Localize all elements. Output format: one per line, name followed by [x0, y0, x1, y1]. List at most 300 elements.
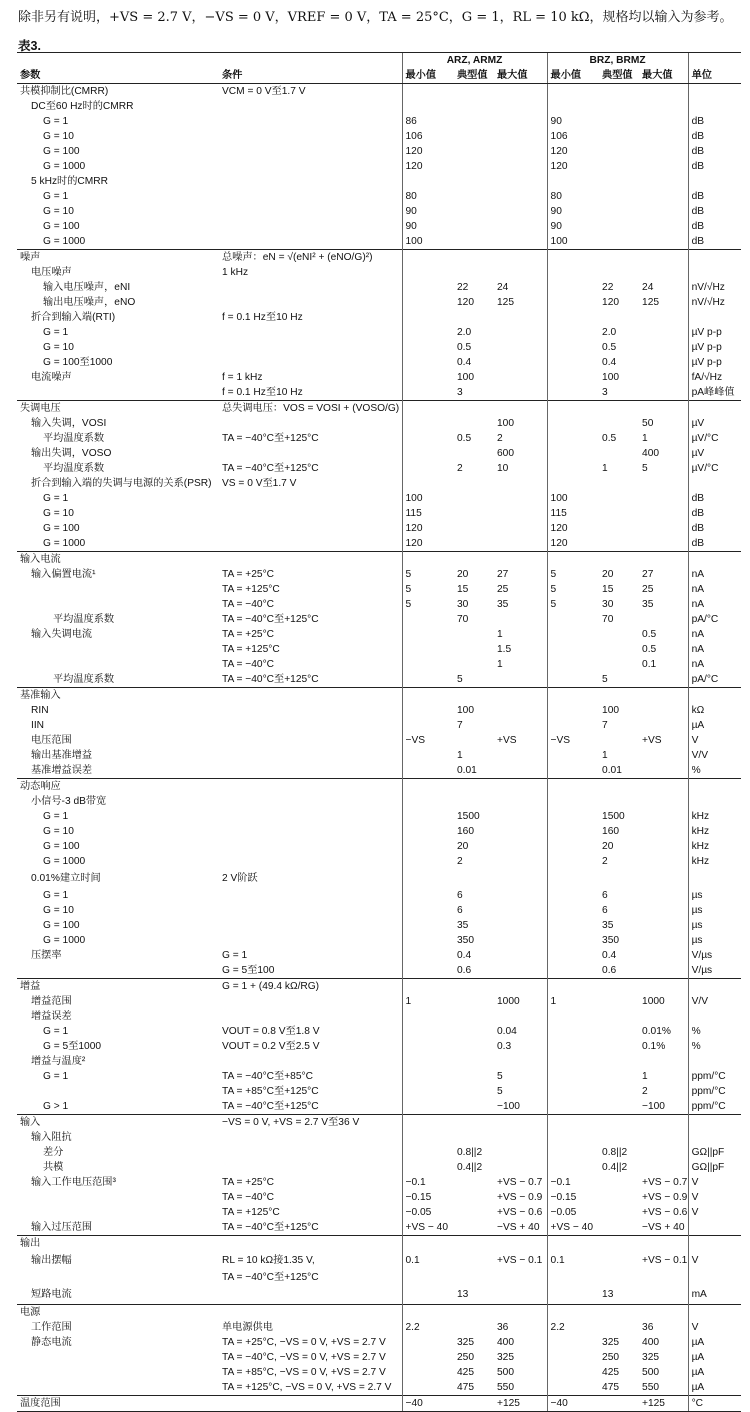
condition-cell: TA = +125°C, −VS = 0 V, +VS = 2.7 V: [222, 1382, 392, 1393]
value-max-b: [639, 918, 688, 933]
value-typ-b: [599, 688, 639, 704]
condition-cell: [219, 416, 402, 431]
value-max-b: [639, 979, 688, 995]
value-max-b: [639, 748, 688, 763]
param-cell: G = 100至1000: [43, 357, 113, 368]
value-unit: µA: [688, 718, 741, 733]
value-max-a: [494, 552, 547, 568]
value-typ-a: 325: [457, 1337, 474, 1348]
value-unit: [688, 401, 741, 417]
value-typ-b: [599, 84, 639, 100]
value-typ-a: 120: [457, 297, 474, 308]
value-max-b: 35: [642, 599, 654, 610]
value-max-b: [639, 99, 688, 114]
value-max-b: 0.5: [642, 644, 657, 655]
param-cell: G = 10: [43, 206, 74, 217]
condition-cell: [219, 918, 402, 933]
value-typ-a: [454, 1130, 494, 1145]
value-typ-a: [454, 1054, 494, 1069]
value-unit: kHz: [688, 824, 741, 839]
value-typ-b: [599, 1205, 639, 1220]
condition-cell: [219, 234, 402, 250]
value-typ-b: 35: [602, 920, 614, 931]
value-typ-a: 5: [457, 674, 463, 685]
param-cell: 输出电压噪声，eNO: [43, 297, 136, 308]
table-row: [17, 84, 741, 100]
value-max-b: [639, 839, 688, 854]
value-min-b: 80: [547, 189, 599, 204]
condition-cell: 单电源供电: [222, 1322, 273, 1333]
value-max-b: [639, 903, 688, 918]
value-typ-a: [454, 265, 494, 280]
condition-cell: [219, 1305, 402, 1321]
value-typ-b: [599, 1054, 639, 1069]
value-max-b: 125: [642, 297, 660, 308]
value-typ-b: 7: [602, 720, 608, 731]
value-min-a: [402, 1069, 454, 1084]
value-unit: pA/°C: [688, 672, 741, 688]
value-unit: V: [688, 1175, 741, 1190]
table-row: [17, 431, 741, 446]
value-min-a: [402, 854, 454, 869]
condition-cell: [219, 888, 402, 903]
param-cell: 静态电流: [31, 1337, 72, 1348]
condition-cell: VOUT = 0.2 V至2.5 V: [222, 1041, 320, 1052]
value-typ-b: [599, 1190, 639, 1205]
condition-cell: [219, 521, 402, 536]
value-max-a: +VS − 0.1: [497, 1255, 543, 1266]
param-cell: [17, 385, 219, 401]
value-min-b: [547, 416, 599, 431]
value-min-b: [547, 461, 599, 476]
value-min-b: [547, 979, 599, 995]
value-min-a: [402, 280, 454, 295]
grade-group-b: BRZ, BRMZ: [547, 53, 688, 69]
value-typ-b: [599, 204, 639, 219]
condition-cell: [219, 779, 402, 795]
condition-cell: TA = −40°C至+125°C: [222, 1101, 319, 1112]
param-cell: G = 1: [43, 116, 69, 127]
value-max-a: [494, 159, 547, 174]
value-unit: [688, 794, 741, 809]
value-typ-b: 120: [602, 297, 620, 308]
param-cell: 输出摆幅: [31, 1255, 72, 1266]
table-row: [17, 114, 741, 129]
value-max-a: 36: [497, 1322, 509, 1333]
value-typ-b: [599, 1069, 639, 1084]
value-max-a: [494, 370, 547, 385]
value-typ-a: [454, 114, 494, 129]
value-min-a: [402, 918, 454, 933]
param-cell: 平均温度系数: [43, 463, 105, 474]
col-max-a: 最大值: [494, 68, 547, 84]
value-typ-b: [599, 1084, 639, 1099]
value-min-a: [402, 1380, 454, 1396]
value-typ-a: [454, 1009, 494, 1024]
param-cell: 0.01%建立时间: [31, 873, 101, 884]
value-typ-a: [454, 1205, 494, 1220]
value-min-a: [402, 809, 454, 824]
value-typ-a: [454, 627, 494, 642]
value-min-a: [402, 657, 454, 672]
value-min-a: 120: [402, 536, 454, 552]
param-cell: 增益与温度²: [31, 1056, 86, 1067]
value-min-a: [402, 824, 454, 839]
table-row: [17, 779, 741, 795]
value-min-a: 1: [402, 994, 454, 1009]
value-typ-b: [599, 129, 639, 144]
value-unit: dB: [688, 159, 741, 174]
value-typ-a: 475: [457, 1382, 474, 1393]
value-typ-a: 0.5: [457, 433, 472, 444]
param-cell: 输入电流: [17, 552, 219, 568]
value-min-a: [402, 385, 454, 401]
conditions-note: 除非另有说明，+VS = 2.7 V，−VS = 0 V，VREF = 0 V，TA = 25°C，G = 1，RL = 10 kΩ，规格均以输入为参考。: [18, 10, 733, 25]
value-typ-b: 0.4: [602, 950, 617, 961]
param-cell: IIN: [31, 720, 45, 731]
param-cell: 输入工作电压范围³: [31, 1177, 116, 1188]
value-max-b: +VS − 0.7: [642, 1177, 688, 1188]
value-min-a: [402, 476, 454, 491]
value-typ-b: [599, 642, 639, 657]
value-typ-b: 0.5: [602, 342, 617, 353]
value-max-b: [639, 325, 688, 340]
value-unit: V: [688, 1251, 741, 1270]
value-typ-a: 30: [457, 599, 469, 610]
value-max-a: [494, 84, 547, 100]
param-cell: 5 kHz时的CMRR: [31, 176, 108, 187]
value-max-b: [639, 779, 688, 795]
table-row: [17, 597, 741, 612]
value-min-a: −40: [402, 1396, 454, 1412]
value-max-b: 2: [642, 1086, 648, 1097]
param-cell: [17, 582, 219, 597]
value-max-a: [494, 1130, 547, 1145]
value-typ-a: [454, 1115, 494, 1131]
value-min-b: [547, 1024, 599, 1039]
value-unit: [688, 1130, 741, 1145]
value-min-b: [547, 888, 599, 903]
value-max-b: 50: [642, 418, 654, 429]
value-max-a: [494, 476, 547, 491]
value-max-a: 325: [497, 1352, 514, 1363]
value-max-b: [639, 340, 688, 355]
table-row: [17, 521, 741, 536]
value-typ-b: [599, 869, 639, 888]
value-min-b: −0.15: [547, 1190, 599, 1205]
value-min-b: 2.2: [547, 1320, 599, 1335]
value-min-b: [547, 627, 599, 642]
value-max-b: +VS − 0.9: [642, 1192, 688, 1203]
condition-cell: [219, 174, 402, 189]
value-max-a: 2: [497, 433, 503, 444]
param-cell: 输入阻抗: [31, 1132, 72, 1143]
value-min-b: [547, 401, 599, 417]
table-row: [17, 250, 741, 266]
table-row: [17, 189, 741, 204]
value-typ-a: [454, 1220, 494, 1236]
value-typ-a: 6: [457, 890, 463, 901]
value-typ-b: 3: [602, 387, 608, 398]
value-min-b: [547, 839, 599, 854]
value-min-b: [547, 280, 599, 295]
value-typ-b: [599, 552, 639, 568]
value-max-a: [494, 763, 547, 779]
condition-cell: [219, 114, 402, 129]
value-typ-a: 0.4: [457, 950, 472, 961]
value-max-a: [494, 903, 547, 918]
value-typ-b: [599, 1305, 639, 1321]
value-min-a: 0.1: [402, 1251, 454, 1270]
col-typ-a: 典型值: [454, 68, 494, 84]
param-cell: G = 1: [43, 327, 69, 338]
value-typ-b: [599, 506, 639, 521]
table-row: [17, 340, 741, 355]
value-max-a: [494, 1160, 547, 1175]
value-typ-b: [599, 265, 639, 280]
condition-cell: [219, 718, 402, 733]
value-min-a: [402, 461, 454, 476]
table-row: [17, 506, 741, 521]
value-typ-b: [599, 657, 639, 672]
value-min-a: [402, 794, 454, 809]
condition-cell: [219, 824, 402, 839]
value-min-a: −VS: [402, 733, 454, 748]
condition-cell: TA = −40°C: [222, 659, 275, 670]
param-cell: G = 1: [43, 1071, 69, 1082]
table-row: [17, 1236, 741, 1252]
value-unit: µA: [688, 1365, 741, 1380]
value-max-b: [639, 129, 688, 144]
value-unit: nA: [688, 567, 741, 582]
value-unit: nA: [688, 597, 741, 612]
value-min-b: [547, 824, 599, 839]
value-max-a: [494, 948, 547, 963]
value-typ-b: [599, 144, 639, 159]
value-unit: fA/√Hz: [688, 370, 741, 385]
condition-cell: [219, 809, 402, 824]
param-cell: [17, 1380, 219, 1396]
value-unit: [688, 99, 741, 114]
value-unit: %: [688, 763, 741, 779]
param-cell: G = 1: [43, 1026, 69, 1037]
value-max-a: 1000: [497, 996, 520, 1007]
value-typ-a: [454, 657, 494, 672]
value-min-b: [547, 918, 599, 933]
param-cell: 平均温度系数: [43, 433, 105, 444]
param-cell: 短路电流: [31, 1289, 72, 1300]
value-typ-a: [454, 189, 494, 204]
value-typ-b: [599, 1009, 639, 1024]
value-max-a: 5: [497, 1086, 503, 1097]
value-max-a: [494, 491, 547, 506]
col-max-b: 最大值: [639, 68, 688, 84]
value-typ-b: 0.4: [602, 357, 617, 368]
condition-cell: VOUT = 0.8 V至1.8 V: [222, 1026, 320, 1037]
condition-cell: 总噪声：eN = √(eNI² + (eNO/G)²): [219, 250, 402, 266]
value-typ-b: 160: [602, 826, 620, 837]
condition-cell: TA = −40°C至+125°C: [222, 674, 319, 685]
param-cell: [17, 963, 219, 979]
value-unit: [688, 1009, 741, 1024]
col-typ-b: 典型值: [599, 68, 639, 84]
table-row: [17, 446, 741, 461]
value-min-a: 120: [402, 144, 454, 159]
param-cell: 输出: [17, 1236, 219, 1252]
table-row: [17, 1285, 741, 1305]
value-unit: V/µs: [688, 948, 741, 963]
value-min-b: [547, 385, 599, 401]
value-unit: dB: [688, 189, 741, 204]
value-max-a: −100: [497, 1101, 520, 1112]
table-row: [17, 174, 741, 189]
condition-cell: [219, 536, 402, 552]
spec-table-body: [17, 84, 741, 1412]
table-row: [17, 1350, 741, 1365]
table-row: [17, 1205, 741, 1220]
table-row: [17, 491, 741, 506]
value-typ-a: [454, 1024, 494, 1039]
condition-cell: f = 0.1 Hz至10 Hz: [222, 312, 303, 323]
value-typ-b: [599, 1099, 639, 1115]
value-min-b: [547, 763, 599, 779]
value-unit: [688, 1054, 741, 1069]
value-typ-b: [599, 491, 639, 506]
param-cell: G = 1: [43, 890, 69, 901]
value-max-b: 325: [642, 1352, 660, 1363]
value-typ-a: [454, 234, 494, 250]
value-max-a: 500: [497, 1367, 514, 1378]
value-unit: GΩ||pF: [688, 1145, 741, 1160]
value-min-a: [402, 1099, 454, 1115]
value-max-a: 27: [497, 569, 509, 580]
value-max-a: [494, 1054, 547, 1069]
value-min-b: [547, 657, 599, 672]
value-typ-b: [599, 1270, 639, 1285]
value-typ-a: 20: [457, 569, 469, 580]
value-min-a: [402, 99, 454, 114]
value-typ-b: [599, 1115, 639, 1131]
value-max-a: 24: [497, 282, 509, 293]
param-cell: 噪声: [17, 250, 219, 266]
table-row: [17, 1320, 741, 1335]
value-typ-b: 6: [602, 905, 608, 916]
value-typ-b: [599, 174, 639, 189]
table-row: [17, 325, 741, 340]
value-typ-b: [599, 1175, 639, 1190]
value-max-a: [494, 385, 547, 401]
param-cell: G > 1: [43, 1101, 69, 1112]
value-unit: nV/√Hz: [688, 280, 741, 295]
value-unit: µA: [688, 1350, 741, 1365]
param-cell: [17, 1205, 219, 1220]
param-cell: 差分: [43, 1147, 64, 1158]
value-max-a: [494, 979, 547, 995]
value-unit: µV: [688, 416, 741, 431]
table-row: [17, 582, 741, 597]
value-typ-b: 350: [602, 935, 620, 946]
value-min-a: [402, 869, 454, 888]
value-min-b: [547, 933, 599, 948]
table-row: [17, 1009, 741, 1024]
value-min-a: [402, 948, 454, 963]
value-typ-a: 350: [457, 935, 474, 946]
param-cell: 折合到输入端(RTI): [31, 312, 116, 323]
value-unit: [688, 1236, 741, 1252]
table-row: [17, 144, 741, 159]
value-min-a: [402, 1009, 454, 1024]
value-max-b: [639, 718, 688, 733]
value-typ-b: 100: [602, 372, 620, 383]
value-unit: µA: [688, 1380, 741, 1396]
condition-cell: [219, 325, 402, 340]
value-max-a: [494, 809, 547, 824]
value-typ-b: [599, 114, 639, 129]
value-max-a: 1: [497, 659, 503, 670]
param-cell: G = 100: [43, 523, 80, 534]
value-typ-b: [599, 779, 639, 795]
table-row: [17, 824, 741, 839]
value-max-b: 24: [642, 282, 654, 293]
value-max-a: [494, 918, 547, 933]
param-cell: 共模: [43, 1162, 64, 1173]
param-cell: G = 1000: [43, 935, 86, 946]
value-typ-a: [454, 144, 494, 159]
value-min-b: [547, 948, 599, 963]
value-unit: dB: [688, 129, 741, 144]
condition-cell: TA = −40°C: [222, 599, 275, 610]
condition-cell: [219, 219, 402, 234]
value-typ-a: [454, 1396, 494, 1412]
value-max-b: +125: [639, 1396, 688, 1412]
table-row: [17, 567, 741, 582]
condition-cell: [219, 688, 402, 704]
value-max-a: [494, 1305, 547, 1321]
value-typ-b: [599, 627, 639, 642]
value-min-b: [547, 1350, 599, 1365]
table-row: [17, 461, 741, 476]
value-min-b: [547, 265, 599, 280]
condition-cell: [219, 794, 402, 809]
table-row: [17, 627, 741, 642]
param-cell: 折合到输入端的失调与电源的关系(PSR): [31, 478, 212, 489]
value-min-a: [402, 1350, 454, 1365]
value-min-b: 120: [547, 521, 599, 536]
value-unit: µV p-p: [688, 340, 741, 355]
value-typ-a: 0.6: [457, 965, 472, 976]
value-min-a: [402, 1145, 454, 1160]
condition-cell: [219, 159, 402, 174]
value-unit: dB: [688, 219, 741, 234]
value-min-a: [402, 295, 454, 310]
value-typ-a: 3: [457, 387, 463, 398]
value-typ-b: [599, 189, 639, 204]
table-row: [17, 1054, 741, 1069]
value-max-a: [494, 114, 547, 129]
condition-cell: VS = 0 V至1.7 V: [222, 478, 297, 489]
value-typ-a: [454, 1039, 494, 1054]
value-typ-b: [599, 979, 639, 995]
value-typ-a: [454, 446, 494, 461]
condition-cell: [219, 189, 402, 204]
value-min-b: [547, 963, 599, 979]
value-unit: [688, 265, 741, 280]
value-max-a: [494, 779, 547, 795]
value-max-a: 25: [497, 584, 509, 595]
value-unit: µV p-p: [688, 325, 741, 340]
table-row: [17, 370, 741, 385]
value-min-a: [402, 779, 454, 795]
